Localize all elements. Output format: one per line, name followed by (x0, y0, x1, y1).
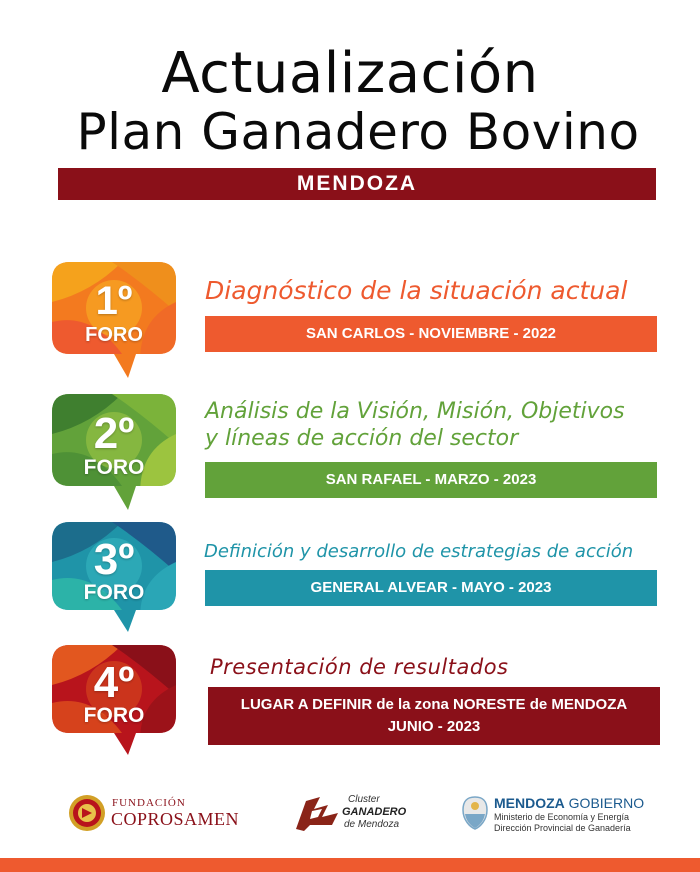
gobierno-brand: MENDOZA (494, 795, 565, 811)
forum-2-badge (52, 394, 176, 512)
forum-3-number: 3º (93, 535, 135, 584)
forum-3-heading-line: Definición y desarrollo de estrategias de acción (204, 541, 634, 562)
forum-4-detail-band (208, 687, 660, 745)
forum-1-detail-band (205, 316, 657, 352)
forum-2-heading (205, 398, 625, 452)
title-line-1: Actualización (161, 41, 539, 106)
coprosamen-line-1: FUNDACIÓN (112, 797, 186, 809)
gobierno-brand-suffix: GOBIERNO (568, 795, 645, 811)
forum-1-label: FORO (85, 324, 143, 346)
forum-4-badge (52, 645, 176, 757)
forum-4-detail-line-1: LUGAR A DEFINIR de la zona NORESTE de MENDOZA (240, 696, 628, 713)
province-shield-icon (462, 796, 488, 830)
coprosamen-emblem-icon (68, 794, 106, 832)
forum-4-heading-line: Presentación de resultados (210, 655, 509, 679)
forum-4-detail-line-2: JUNIO - 2023 (387, 718, 481, 735)
forum-2-heading-line-2: y líneas de acción del sector (205, 426, 519, 451)
forum-4-label: FORO (83, 704, 145, 727)
forum-3-heading (204, 540, 633, 564)
forum-1 (0, 262, 700, 382)
forum-1-detail-line: SAN CARLOS - NOVIEMBRE - 2022 (305, 325, 557, 342)
forum-1-heading (205, 276, 627, 306)
forum-3-label: FORO (83, 581, 145, 604)
mendoza-gobierno-logo (462, 792, 662, 838)
gobierno-direction: Dirección Provincial de Ganadería (494, 823, 631, 833)
forum-3-detail-line: GENERAL ALVEAR - MAYO - 2023 (310, 579, 552, 596)
title-line-2: Plan Ganadero Bovino (76, 103, 640, 161)
forum-4-heading (210, 653, 509, 681)
forum-2-detail-line: SAN RAFAEL - MARZO - 2023 (325, 471, 537, 488)
forum-3-badge (52, 522, 176, 634)
forum-3 (0, 522, 700, 632)
forum-2-heading-line-1: Análisis de la Visión, Misión, Objetivos (205, 399, 625, 424)
forum-1-badge (52, 262, 176, 380)
forum-2-number: 2º (93, 409, 135, 458)
cluster-emblem-icon (292, 795, 344, 833)
region-bar: MENDOZA (58, 168, 656, 200)
cluster-line-1: Cluster (348, 794, 380, 805)
forum-2 (0, 392, 700, 522)
forum-3-detail-band (205, 570, 657, 606)
cluster-line-3: de Mendoza (344, 819, 400, 830)
forum-4 (0, 645, 700, 755)
forum-1-number: 1º (95, 279, 133, 323)
forum-4-number: 4º (93, 658, 135, 707)
cluster-line-2: GANADERO (342, 806, 407, 818)
coprosamen-line-2: COPROSAMEN (111, 809, 240, 829)
cluster-ganadero-logo (292, 792, 422, 838)
bottom-accent-bar (0, 858, 700, 872)
gobierno-ministry: Ministerio de Economía y Energía (494, 812, 630, 822)
forum-2-label: FORO (83, 456, 145, 479)
forum-2-detail-band (205, 462, 657, 498)
coprosamen-logo (68, 794, 248, 834)
forum-1-heading-line: Diagnóstico de la situación actual (205, 276, 628, 305)
